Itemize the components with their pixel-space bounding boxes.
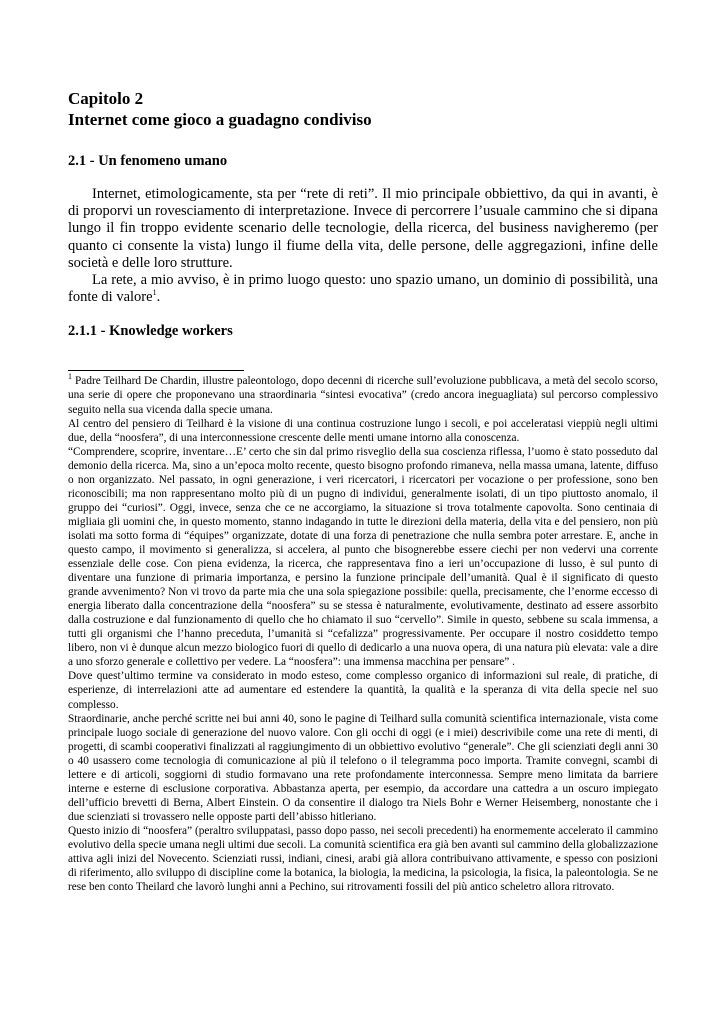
footnote-reference[interactable]: 1 — [152, 288, 157, 298]
chapter-title: Internet come gioco a guadagno condiviso — [68, 110, 372, 129]
body-paragraph-2 — [68, 272, 658, 306]
footnote-paragraph-2: Al centro del pensiero di Teilhard è la visione di una continua costruzione lungo i secoli, e poi acceleratasi vieppiù negli ultimi due, della “noosfera”, di una interconnessione crescente delle menti umane intorno alla conoscenza. — [68, 417, 658, 444]
body-paragraph-2-text: La rete, a mio avviso, è in primo luogo questo: uno spazio umano, un dominio di possibilità, una fonte di valore — [68, 272, 658, 306]
document-page — [68, 88, 658, 894]
footnote-paragraph-6: Questo inizio di “noosfera” (peraltro sviluppatasi, passo dopo passo, nei secoli precedenti) ha enormemente accelerato il cammino evolutivo della specie umana negli ultimi due secoli. La comunità scientifica era già ben avanti sul cammino della globalizzazione attiva agli inizi del Novecento. Scienziati russi, indiani, cinesi, arabi già allora contribuivano attivamente, e spesso con posizioni di riferimento, allo sviluppo di discipline come la botanica, la biologia, la medicina, la psicologia, la fisica, la paleontologia. Se ne rese ben conto Theilard che lavorò lunghi anni a Pechino, sui ritrovamenti fossili del più antico scheletro allora ritrovato. — [68, 824, 658, 894]
footnote-number: 1 — [68, 372, 72, 382]
footnote-separator — [68, 370, 244, 371]
footnote-paragraph-3: “Comprendere, scoprire, inventare…E’ certo che sin dal primo risveglio della sua coscienza riflessa, l’uomo è stato posseduto dal demonio della ricerca. Ma, sino a un’epoca molto recente, questo bisogno profondo rimaneva, nella massa umana, latente, diffuso o non organizzato. Nel passato, in ogni generazione, i veri ricercatori, i ricercatori per vocazione o per professione, sono ben riconoscibili; ma non rappresentano molto più di un pugno di individui, generalmente isolati, di un tipo piuttosto anomalo, il gruppo dei “curiosi”. Oggi, invece, senza che ce ne accorgiamo, la situazione si trova totalmente capovolta. Sono centinaia di migliaia gli uomini che, in questo momento, stanno indagando in tutte le direzioni della materia, della vita e del pensiero, non più isolati ma sotto forma di “équipes” organizzate, dotate di una forza di penetrazione che nulla sembra poter arrestare. E, anche in questo campo, il movimento si generalizza, si accelera, al punto che bisognerebbe essere ciechi per non vedervi una corrente essenziale delle cose. Con piena evidenza, la ricerca, che rappresentava fino a ieri un’occupazione di lusso, è sul punto di diventare una funzione di primaria importanza, e persino la funzione principale dell’umanità. Qual è il significato di questo grande avvenimento? Non vi trovo da parte mia che una sola spiegazione possibile: quella, precisamente, che l’enorme eccesso di energia liberato dalla concentrazione della “noosfera” su se stessa è naturalmente, evolutivamente, destinato ad essere assorbito dalla costruzione e dal funzionamento di quello che ho chiamato il suo “cervello”. Simile in questo, sebbene su scala immensa, a tutti gli organismi che l’hanno preceduta, l’umanità si “cefalizza” progressivamente. Per occupare il nostro cosiddetto tempo libero, non vi è dunque alcun mezzo biologico fuori di quello di dedicarlo a una nuova opera, di una natura più elevata: vale a dire a uno sforzo generale e collettivo per vedere. La “noosfera”: una immensa macchina per pensare” . — [68, 445, 658, 669]
footnote-paragraph-1 — [68, 374, 658, 416]
footnote-paragraph-4: Dove quest’ultimo termine va considerato in modo esteso, come complesso organico di informazioni sul reale, di pratiche, di esperienze, di interrelazioni atte ad aumentare ed estendere la quantità, la qualità e la speranza di vita della specie nel suo complesso. — [68, 670, 658, 711]
footnote-paragraph-1-text: Padre Teilhard De Chardin, illustre paleontologo, dopo decenni di ricerche sull’evoluzione pubblicava, a metà del secolo scorso, una serie di opere che proponevano una straordinaria “sintesi evocativa” (credo ancora ineguagliata) sul percorso complessivo seguito nella sua vicenda dalla specie umana. — [68, 375, 658, 416]
subsection-heading: 2.1.1 - Knowledge workers — [68, 323, 233, 340]
body-paragraph-2-period: . — [156, 289, 161, 306]
footnote-paragraph-5: Straordinarie, anche perché scritte nei bui anni 40, sono le pagine di Teilhard sulla comunità scientifica internazionale, vista come principale luogo sociale di generazione del nuovo valore. Con gli occhi di oggi (e i miei) descrivibile come una rete di menti, di progetti, di scambi cooperativi finalizzati al raggiungimento di un obbiettivo evolutivo “generale”. Che gli scienziati degli anni 30 o 40 usassero come tecnologia di comunicazione al più il telefono o il telegramma poco importa. Tramite convegni, scambi di lettere e di articoli, soggiorni di studio formavano una rete profondamente interconnessa. Sempre meno limitata da barriere interne e esterne di esclusione corporativa. Abbastanza aperta, per esempio, da accordare una cattedra a un oscuro impiegato dell’ufficio brevetti di Berna, Albert Einstein. O da consentire il dialogo tra Niels Bohr e Werner Heisemberg, nonostante che i due scienziati si trovassero nelle opposte parti dell’abisso hitleriano. — [68, 712, 658, 823]
body-paragraph-1: Internet, etimologicamente, sta per “rete di reti”. Il mio principale obbiettivo, da qui in avanti, è di proporvi un rovesciamento di interpretazione. Invece di percorrere l’usuale cammino che si dipana lungo il fin troppo evidente scenario delle tecnologie, della ricerca, del business navigheremo (per quanto ci consente la vista) lungo il fiume della vita, delle persone, delle aggregazioni, infine delle società e delle loro strutture. — [68, 186, 658, 271]
section-heading: 2.1 - Un fenomeno umano — [68, 153, 228, 169]
chapter-label: Capitolo 2 — [68, 89, 144, 108]
